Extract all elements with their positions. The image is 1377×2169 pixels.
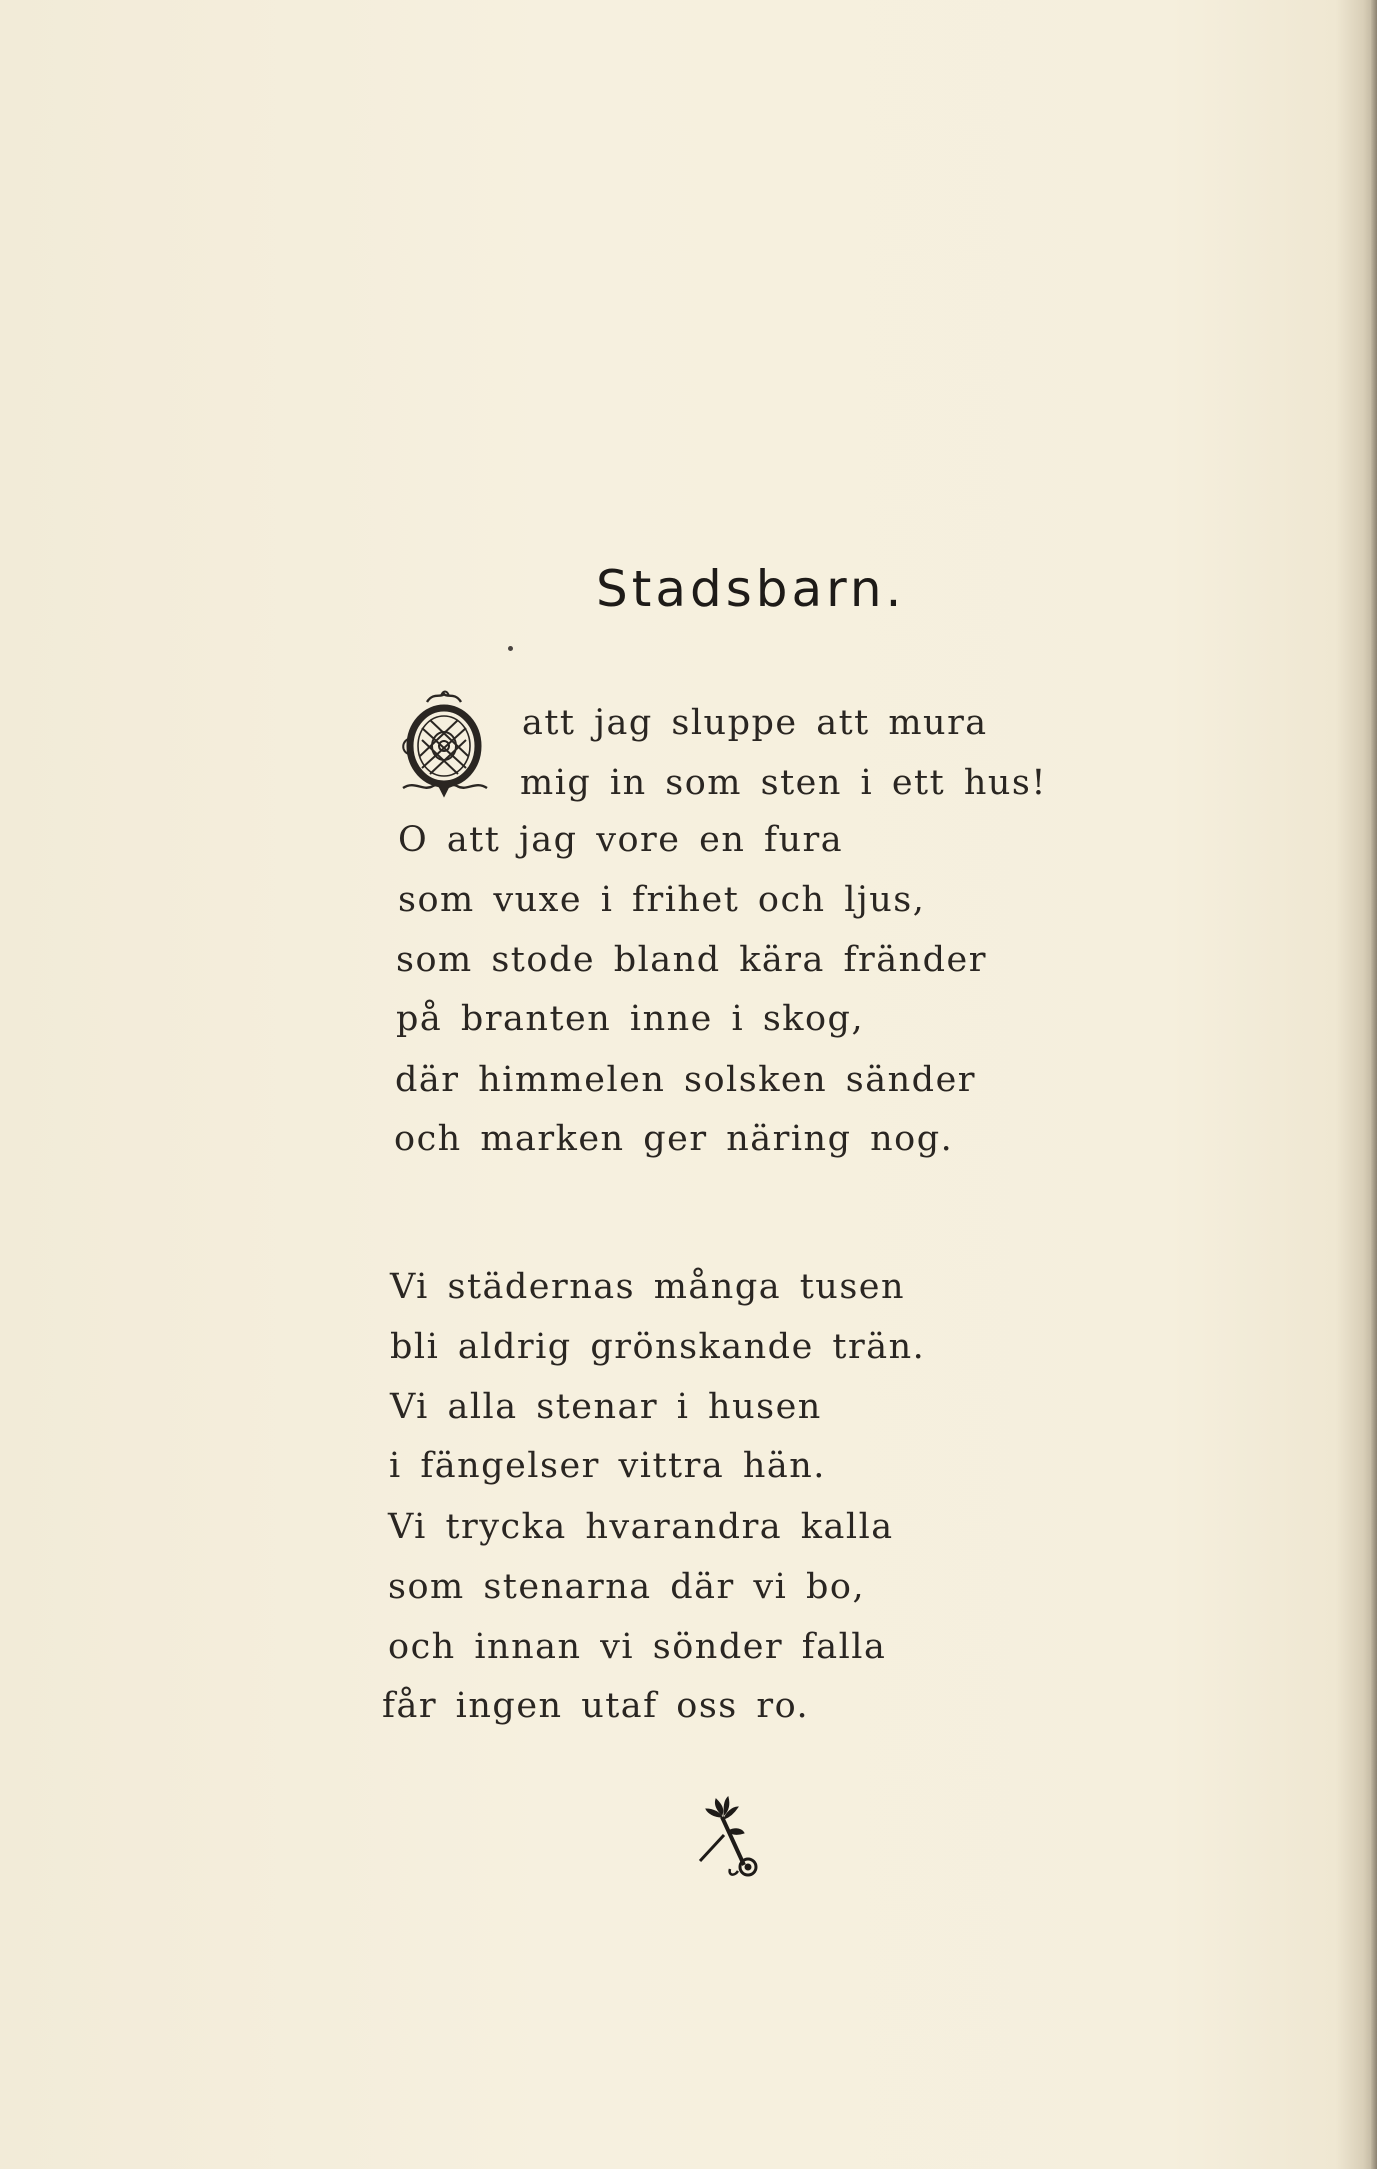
page-edge-shadow	[1371, 0, 1377, 2169]
poem-line: där himmelen solsken sänder	[395, 1060, 977, 1100]
floral-vignette-icon	[694, 1795, 764, 1879]
poem-line: och marken ger näring nog.	[394, 1119, 954, 1159]
poem-line: som vuxe i frihet och ljus,	[398, 880, 926, 920]
ornamental-initial-icon	[397, 688, 491, 798]
poem-line: mig in som sten i ett hus!	[520, 763, 1047, 803]
poem-line: som stenarna där vi bo,	[388, 1567, 866, 1607]
poem-line: O att jag vore en fura	[398, 820, 844, 860]
poem-line: på branten inne i skog,	[396, 999, 865, 1039]
poem-line: Vi trycka hvarandra kalla	[388, 1507, 894, 1547]
poem-line: Vi städernas många tusen	[390, 1267, 906, 1307]
poem-line: bli aldrig grönskande trän.	[390, 1327, 926, 1367]
poem-line: som stode bland kära fränder	[396, 940, 987, 980]
poem-line: får ingen utaf oss ro.	[382, 1686, 810, 1726]
poem-line: Vi alla stenar i husen	[390, 1387, 822, 1427]
poem-line: och innan vi sönder falla	[388, 1627, 887, 1667]
poem-line: i fängelser vittra hän.	[389, 1446, 826, 1486]
stray-ink-dot	[508, 646, 513, 651]
poem-title: Stadsbarn.	[596, 560, 906, 618]
poem-line: att jag sluppe att mura	[522, 703, 988, 743]
